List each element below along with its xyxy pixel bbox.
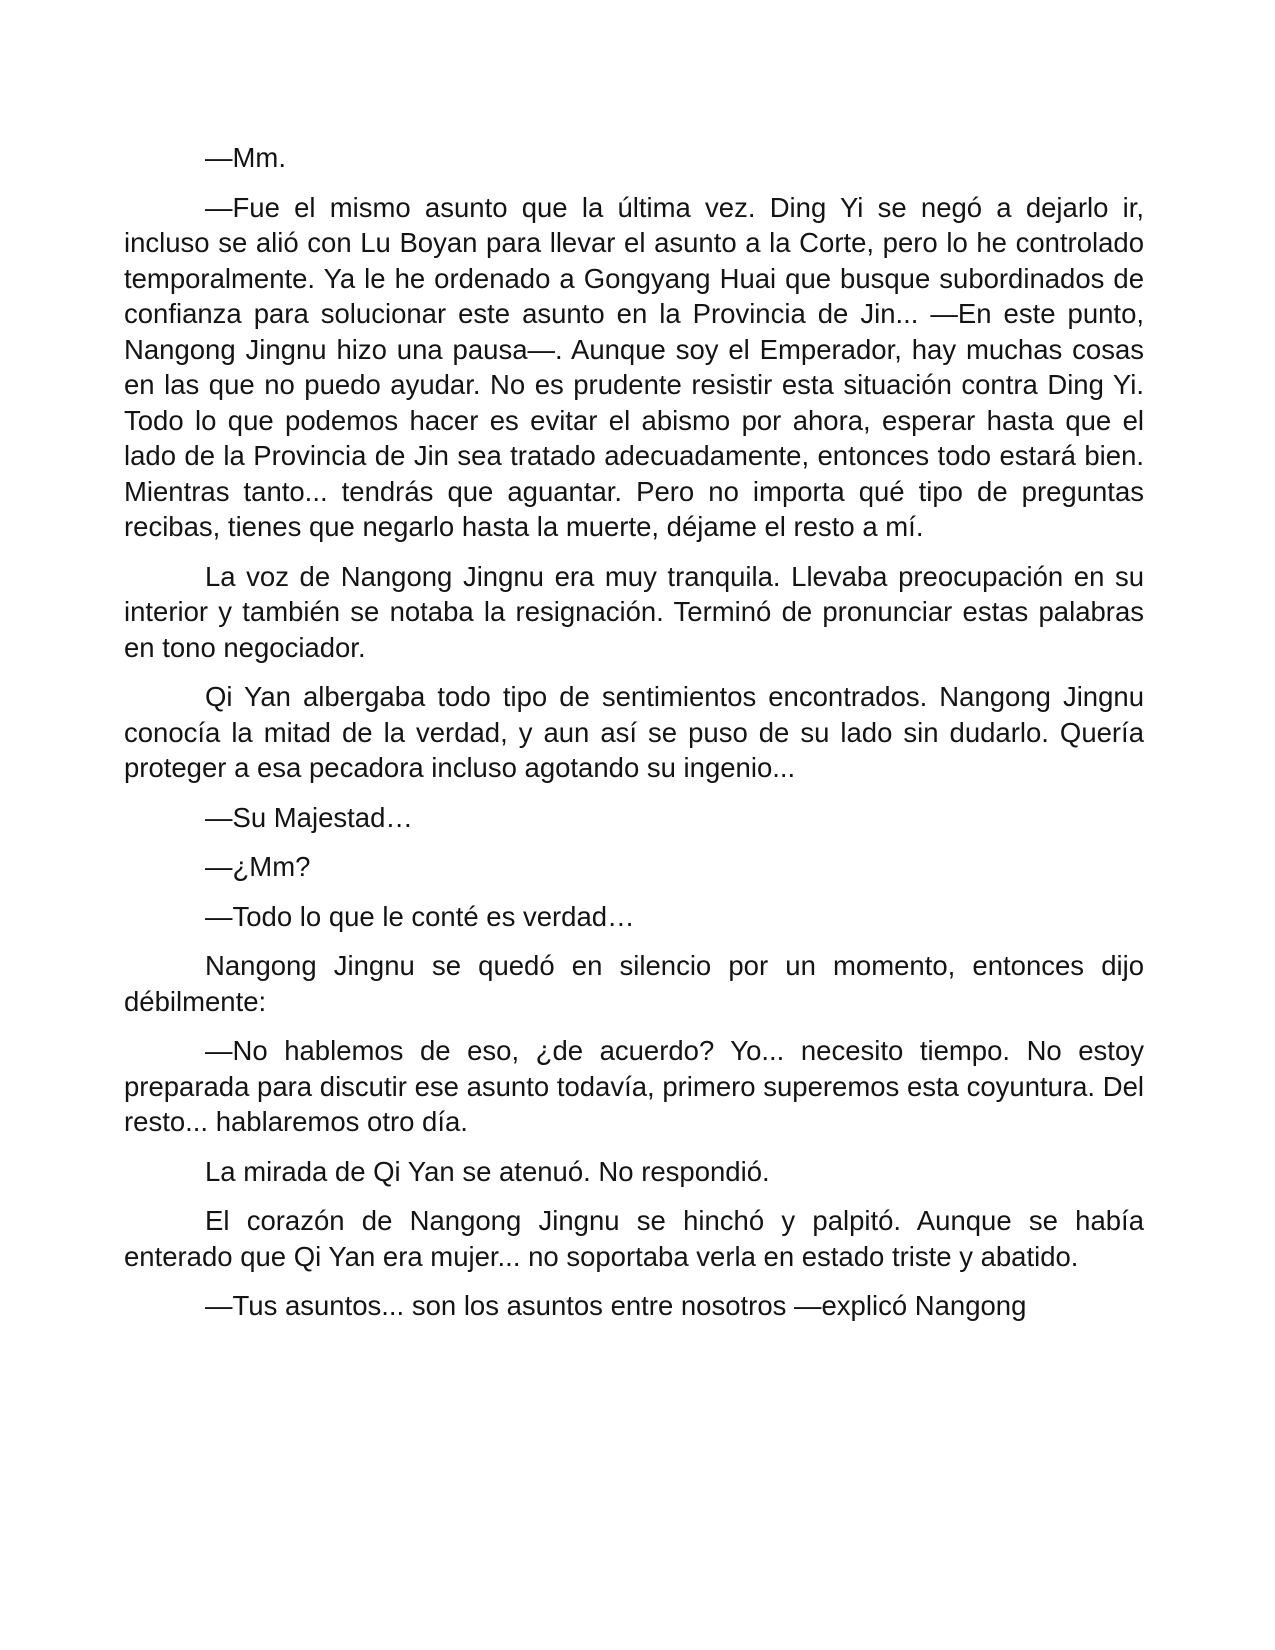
paragraph: —Todo lo que le conté es verdad… [205,900,635,932]
paragraph: —¿Mm? [205,851,311,882]
paragraph: —Mm. [205,142,286,173]
paragraph: El corazón de Nangong Jingnu se hinchó y palpitó. Aunque se había enterado que Qi Yan era mujer... no soportaba verla en estado triste y abatido. [124,1205,1144,1272]
paragraph: —No hablemos de eso, ¿de acuerdo? Yo... necesito tiempo. No estoy preparada para discutir ese asunto todavía, primero superemos esta coyuntura. Del resto... hablaremos otro día. [124,1035,1144,1137]
paragraph: —Tus asuntos... son los asuntos entre nosotros —explicó Nangong [205,1290,1027,1321]
paragraph: —Fue el mismo asunto que la última vez. Ding Yi se negó a dejarlo ir, incluso se alió con Lu Boyan para llevar el asunto a la Corte, pero lo he controlado temporalmente. Ya le he ordenado a Gongyang Huai que busque subordinados de confianza para solucionar este asunto en la Provincia de Jin... —En este punto, Nangong Jingnu hizo una pausa—. Aunque soy el Emperador, hay muchas cosas en las que no puedo ayudar. No es prudente resistir esta situación contra Ding Yi. Todo lo que podemos hacer es evitar el abismo por ahora, esperar hasta que el lado de la Provincia de Jin sea tratado adecuadamente, entonces todo estará bien. Mientras tanto... tendrás que aguantar. Pero no importa qué tipo de preguntas recibas, tienes que negarlo hasta la muerte, déjame el resto a mí. [124,191,1144,542]
document-page [124,140,1144,1324]
paragraph: Qi Yan albergaba todo tipo de sentimientos encontrados. Nangong Jingnu conocía la mitad de la verdad, y aun así se puso de su lado sin dudarlo. Quería proteger a esa pecadora incluso agotando su ingenio... [124,681,1144,783]
paragraph: —Su Majestad… [205,801,413,833]
paragraph: Nangong Jingnu se quedó en silencio por un momento, entonces dijo débilmente: [124,950,1144,1017]
paragraph: La mirada de Qi Yan se atenuó. No respondió. [205,1155,770,1187]
paragraph: La voz de Nangong Jingnu era muy tranquila. Llevaba preocupación en su interior y también se notaba la resignación. Terminó de pronunciar estas palabras en tono negociador. [124,560,1144,663]
